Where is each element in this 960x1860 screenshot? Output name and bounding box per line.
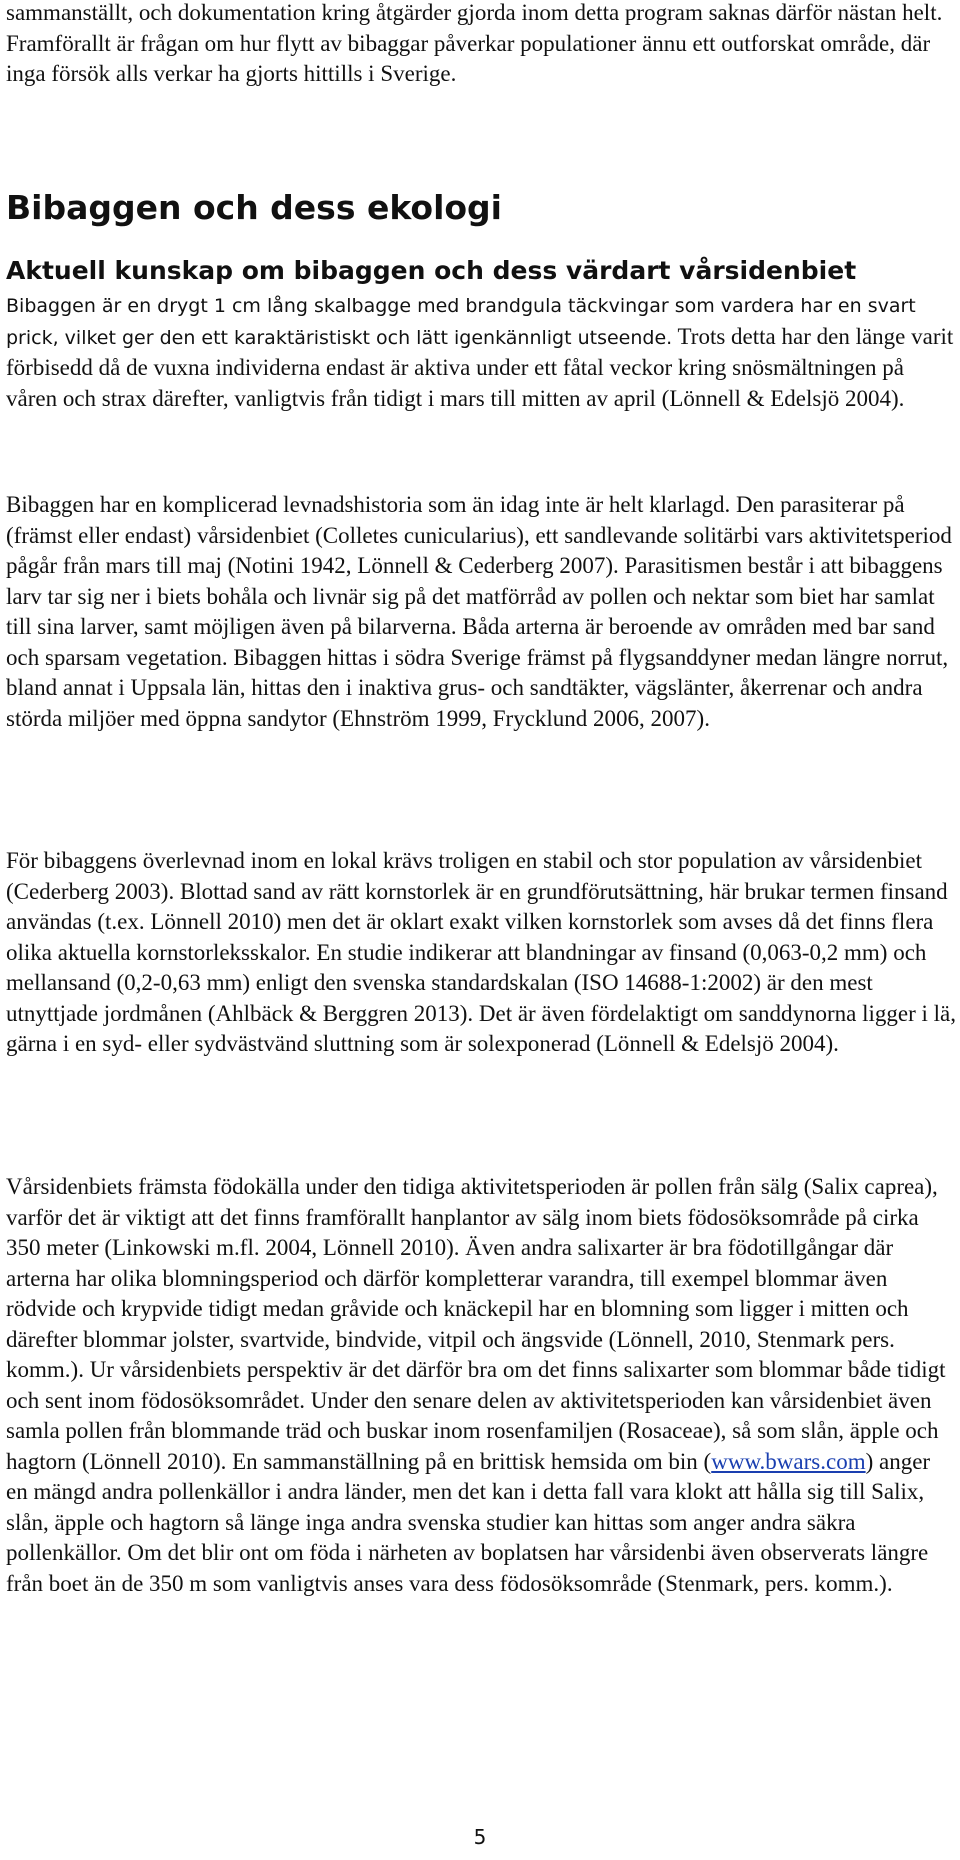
- intro-text: sammanställt, och dokumentation kring åtgärder gjorda inom detta program saknas därför nästan helt. Framförallt är frågan om hur flytt av bibaggar påverkar populationer ännu ett outforskat område, där inga försök alls verkar ha gjorts hittills i Sverige.: [6, 0, 943, 86]
- section-title: Bibaggen och dess ekologi: [6, 188, 502, 227]
- paragraph-1: [6, 290, 956, 414]
- paragraph-3: [6, 846, 956, 1060]
- paragraph-4-text-before-link: Vårsidenbiets främsta födokälla under den tidiga aktivitetsperioden är pollen från sälg (Salix caprea), varför det är viktigt att det finns framförallt hanplantor av sälg inom biets födosöksområde på cirka 350 meter (Linkowski m.fl. 2004, Lönnell 2010). Även andra salixarter är bra födotillgångar där arterna har olika blomningsperiod och därför kompletterar varandra, till exempel blommar även rödvide och krypvide tidigt medan gråvide och knäckepil har en blomning som ligger i mitten och därefter blommar jolster, svartvide, bindvide, vitpil och ängsvide (Lönnell, 2010, Stenmark pers. komm.). Ur vårsidenbiets perspektiv är det därför bra om det finns salixarter som blommar både tidigt och sent inom födosöksområdet. Under den senare delen av aktivitetsperioden kan vårsidenbiet även samla pollen från blommande träd och buskar inom rosenfamiljen (Rosaceae), så som slån, äpple och hagtorn (Lönnell 2010). En sammanställning på en brittisk hemsida om bin (: [6, 1174, 946, 1474]
- section-subtitle: Aktuell kunskap om bibaggen och dess värdart vårsidenbiet: [6, 256, 857, 285]
- intro-paragraph: [6, 0, 956, 90]
- paragraph-2: [6, 490, 956, 734]
- bwars-link[interactable]: www.bwars.com: [711, 1448, 866, 1474]
- paragraph-4: [6, 1172, 956, 1599]
- paragraph-1-sans-text: Bibaggen är en drygt 1 cm lång skalbagge med brandgula täckvingar som vardera har en svart prick, vilket ger den ett karaktäristiskt och lätt igenkännligt utseende.: [6, 295, 916, 349]
- page-number: 5: [473, 1825, 487, 1849]
- paragraph-1-serif-text: Trots detta har den länge varit förbisedd då de vuxna individerna endast är aktiva under ett fåtal veckor kring snösmältningen på våren och strax därefter, vanligtvis från tidigt i mars till mitten av april (Lönnell & Edelsjö 2004).: [6, 323, 954, 411]
- paragraph-3-text: För bibaggens överlevnad inom en lokal krävs troligen en stabil och stor population av vårsidenbiet (Cederberg 2003). Blottad sand av rätt kornstorlek är en grundförutsättning, här brukar termen finsand användas (t.ex. Lönnell 2010) men det är oklart exakt vilken kornstorlek som avses då det finns flera olika aktuella kornstorleksskalor. En studie indikerar att blandningar av finsand (0,063-0,2 mm) och mellansand (0,2-0,63 mm) enligt den svenska standardskalan (ISO 14688-1:2002) är den mest utnyttjade jordmånen (Ahlbäck & Berggren 2013). Det är även fördelaktigt om sanddynorna ligger i lä, gärna i en syd- eller sydvästvänd sluttning som är solexponerad (Lönnell & Edelsjö 2004).: [6, 848, 956, 1056]
- paragraph-2-text: Bibaggen har en komplicerad levnadshistoria som än idag inte är helt klarlagd. Den parasiterar på (främst eller endast) vårsidenbiet (Colletes cunicularius), ett sandlevande solitärbi vars aktivitetsperiod pågår från mars till maj (Notini 1942, Lönnell & Cederberg 2007). Parasitismen består i att bibaggens larv tar sig ner i biets bohåla och livnär sig på det matförråd av pollen och nektar som biet har samlat till sina larver, samt möjligen även på bilarverna. Båda arterna är beroende av områden med bar sand och sparsam vegetation. Bibaggen hittas i södra Sverige främst på flygsanddyner medan längre norrut, bland annat i Uppsala län, hittas den i inaktiva grus- och sandtäkter, vägslänter, åkerrenar och andra störda miljöer med öppna sandytor (Ehnström 1999, Frycklund 2006, 2007).: [6, 492, 952, 731]
- paragraph-4-text-after-link: ) anger en mängd andra pollenkällor i andra länder, men det kan i detta fall vara klokt att hålla sig till Salix, slån, äpple och hagtorn så länge inga andra svenska studier kan hittas som anger andra säkra pollenkällor. Om det blir ont om föda i närheten av boplatsen har vårsidenbi även observerats längre från boet än de 350 m som vanligtvis anses vara dess födosöksområde (Stenmark, pers. komm.).: [6, 1448, 931, 1596]
